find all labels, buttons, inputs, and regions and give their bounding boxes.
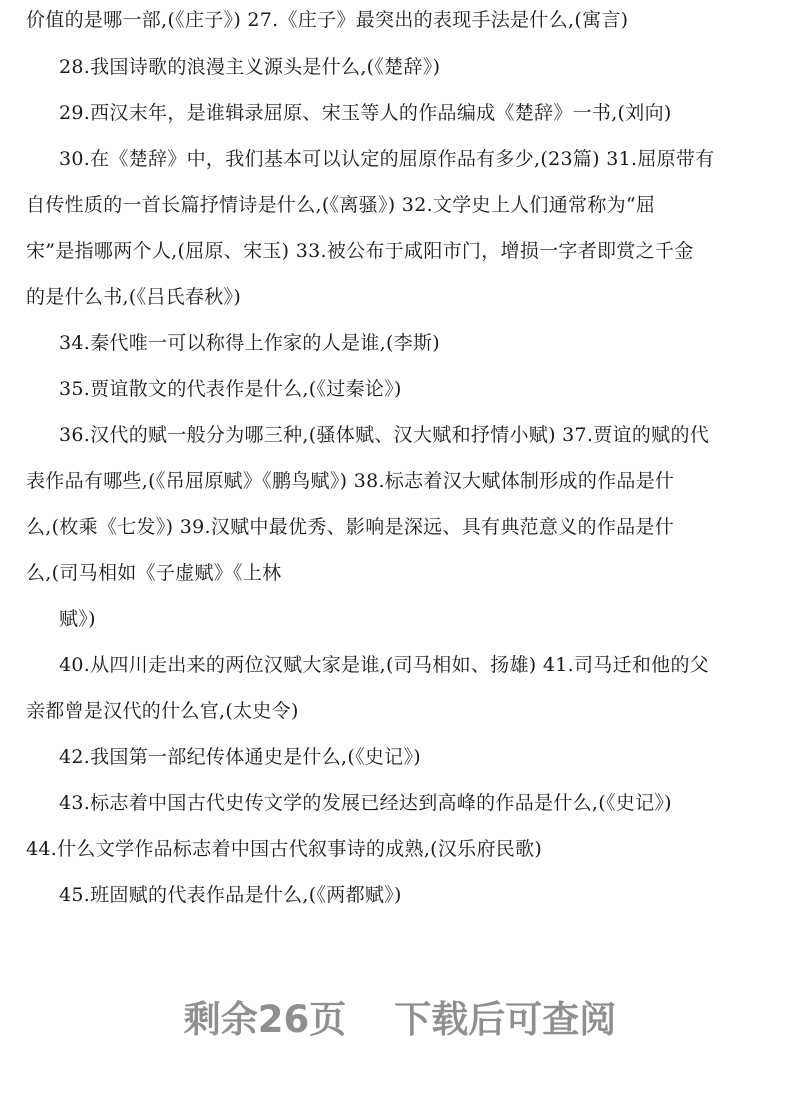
text-line: 36.汉代的赋一般分为哪三种,(骚体赋、汉大赋和抒情小赋) 37.贾谊的赋的代 [59, 424, 710, 446]
text-line: 亲都曾是汉代的什么官,(太史令) [26, 700, 299, 722]
text-line: 30.在《楚辞》中，我们基本可以认定的屈原作品有多少,(23篇) 31.屈原带有 [59, 148, 715, 170]
text-line: 40.从四川走出来的两位汉赋大家是谁,(司马相如、扬雄) 41.司马迁和他的父 [59, 654, 710, 676]
text-line: 表作品有哪些,(《吊屈原赋》《鹏鸟赋》) 38.标志着汉大赋体制形成的作品是什 [26, 470, 675, 492]
download-notice [0, 990, 800, 1050]
text-line: 42.我国第一部纪传体通史是什么,(《史记》) [59, 746, 421, 768]
text-line: 宋”是指哪两个人,(屈原、宋玉) 33.被公布于咸阳市门，增损一字者即赏之千金 [26, 240, 694, 262]
text-line: 自传性质的一首长篇抒情诗是什么,(《离骚》) 32.文学史上人们通常称为“屈 [26, 194, 656, 216]
text-line: 价值的是哪一部,(《庄子》) 27.《庄子》最突出的表现手法是什么,(寓言) [26, 9, 629, 31]
text-line: 43.标志着中国古代史传文学的发展已经达到高峰的作品是什么,(《史记》) [59, 792, 672, 814]
text-line: 44.什么文学作品标志着中国古代叙事诗的成熟,(汉乐府民歌) [26, 838, 543, 860]
download-to-view-label: 下载后可查阅 [394, 998, 617, 1041]
text-line: 的是什么书,(《吕氏春秋》) [26, 286, 242, 308]
text-line: 35.贾谊散文的代表作是什么,(《过秦论》) [59, 378, 402, 400]
text-line: 34.秦代唯一可以称得上作家的人是谁,(李斯) [59, 332, 440, 354]
text-line: 赋》) [59, 608, 96, 630]
text-line: 28.我国诗歌的浪漫主义源头是什么,(《楚辞》) [59, 56, 441, 78]
text-line: 29.西汉末年，是谁辑录屈原、宋玉等人的作品编成《楚辞》一书,(刘向) [59, 102, 672, 124]
text-line: 45.班固赋的代表作品是什么,(《两都赋》) [59, 884, 402, 906]
text-line: 么,(枚乘《七发》) 39.汉赋中最优秀、影响是深远、具有典范意义的作品是什 [26, 516, 675, 538]
remaining-pages-label: 剩余26页 [183, 998, 347, 1041]
text-line: 么,(司马相如《子虚赋》《上林 [26, 562, 282, 584]
